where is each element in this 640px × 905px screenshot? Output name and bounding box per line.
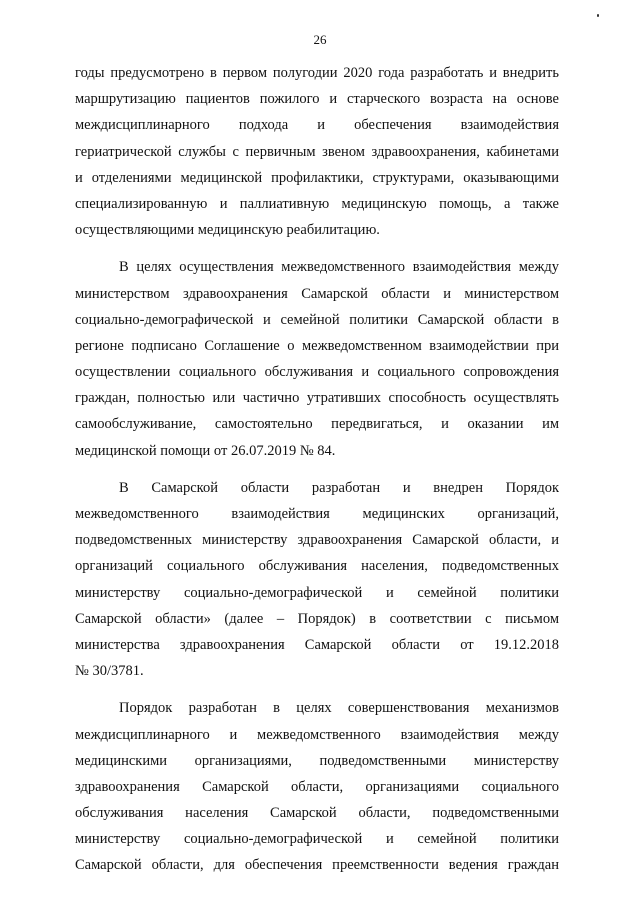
paragraph [75, 60, 559, 243]
text-line: междисциплинарного и межведомственного взаимодействия между [75, 726, 559, 743]
document-body [75, 60, 559, 879]
text-line: министерства здравоохранения Самарской области от 19.12.2018 [75, 636, 559, 653]
text-line: Самарской области» (далее – Порядок) в соответствии с письмом [75, 610, 559, 627]
paragraph-gap [75, 243, 559, 254]
text-line: осуществляющими медицинскую реабилитацию. [75, 222, 380, 239]
text-line: маршрутизацию пациентов пожилого и старческого возраста на основе [75, 91, 559, 108]
paragraph-gap [75, 464, 559, 475]
text-line: организаций социального обслуживания населения, подведомственных [75, 558, 559, 575]
text-line: министерству социально-демографической и семейной политики [75, 831, 559, 848]
text-line: междисциплинарного подхода и обеспечения взаимодействия [75, 117, 559, 134]
text-line: годы предусмотрено в первом полугодии 2020 года разработать и внедрить [75, 65, 559, 81]
paragraph-gap [75, 684, 559, 695]
text-line: специализированную и паллиативную медицинскую помощь, а также [75, 195, 559, 212]
paragraph [75, 695, 559, 878]
paragraph [75, 254, 559, 464]
text-line: медицинскими организациями, подведомственными министерству [75, 752, 559, 769]
text-line: министерством здравоохранения Самарской области и министерством [75, 285, 559, 302]
text-line: Порядок разработан в целях совершенствования механизмов [119, 700, 559, 717]
text-line: В целях осуществления межведомственного взаимодействия между [119, 259, 559, 276]
paragraph [75, 475, 559, 685]
page-number: 26 [313, 32, 327, 47]
text-line: граждан, полностью или частично утративших способность осуществлять [75, 390, 559, 407]
text-line: подведомственных министерству здравоохранения Самарской области, и [75, 532, 559, 549]
text-line: Самарской области, для обеспечения преемственности ведения граждан [75, 857, 559, 874]
text-line: социально-демографической и семейной политики Самарской области в [75, 311, 559, 328]
text-line: регионе подписано Соглашение о межведомственном взаимодействии при [75, 337, 559, 354]
text-line: министерству социально-демографической и семейной политики [75, 584, 559, 601]
text-line: гериатрической службы с первичным звеном здравоохранения, кабинетами [75, 143, 559, 160]
scan-speck [597, 14, 599, 17]
text-line: и отделениями медицинской профилактики, структурами, оказывающими [75, 169, 559, 186]
text-line: осуществлении социального обслуживания и социального сопровождения [75, 364, 559, 381]
text-line: медицинской помощи от 26.07.2019 № 84. [75, 442, 336, 459]
text-line: межведомственного взаимодействия медицинских организаций, [75, 506, 559, 522]
text-line: здравоохранения Самарской области, организациями социального [75, 778, 559, 795]
text-line: обслуживания населения Самарской области, подведомственными [75, 805, 559, 822]
text-line: В Самарской области разработан и внедрен Порядок [119, 479, 559, 496]
text-line: № 30/3781. [75, 663, 144, 680]
text-line: самообслуживание, самостоятельно передвигаться, и оказании им [75, 416, 559, 433]
